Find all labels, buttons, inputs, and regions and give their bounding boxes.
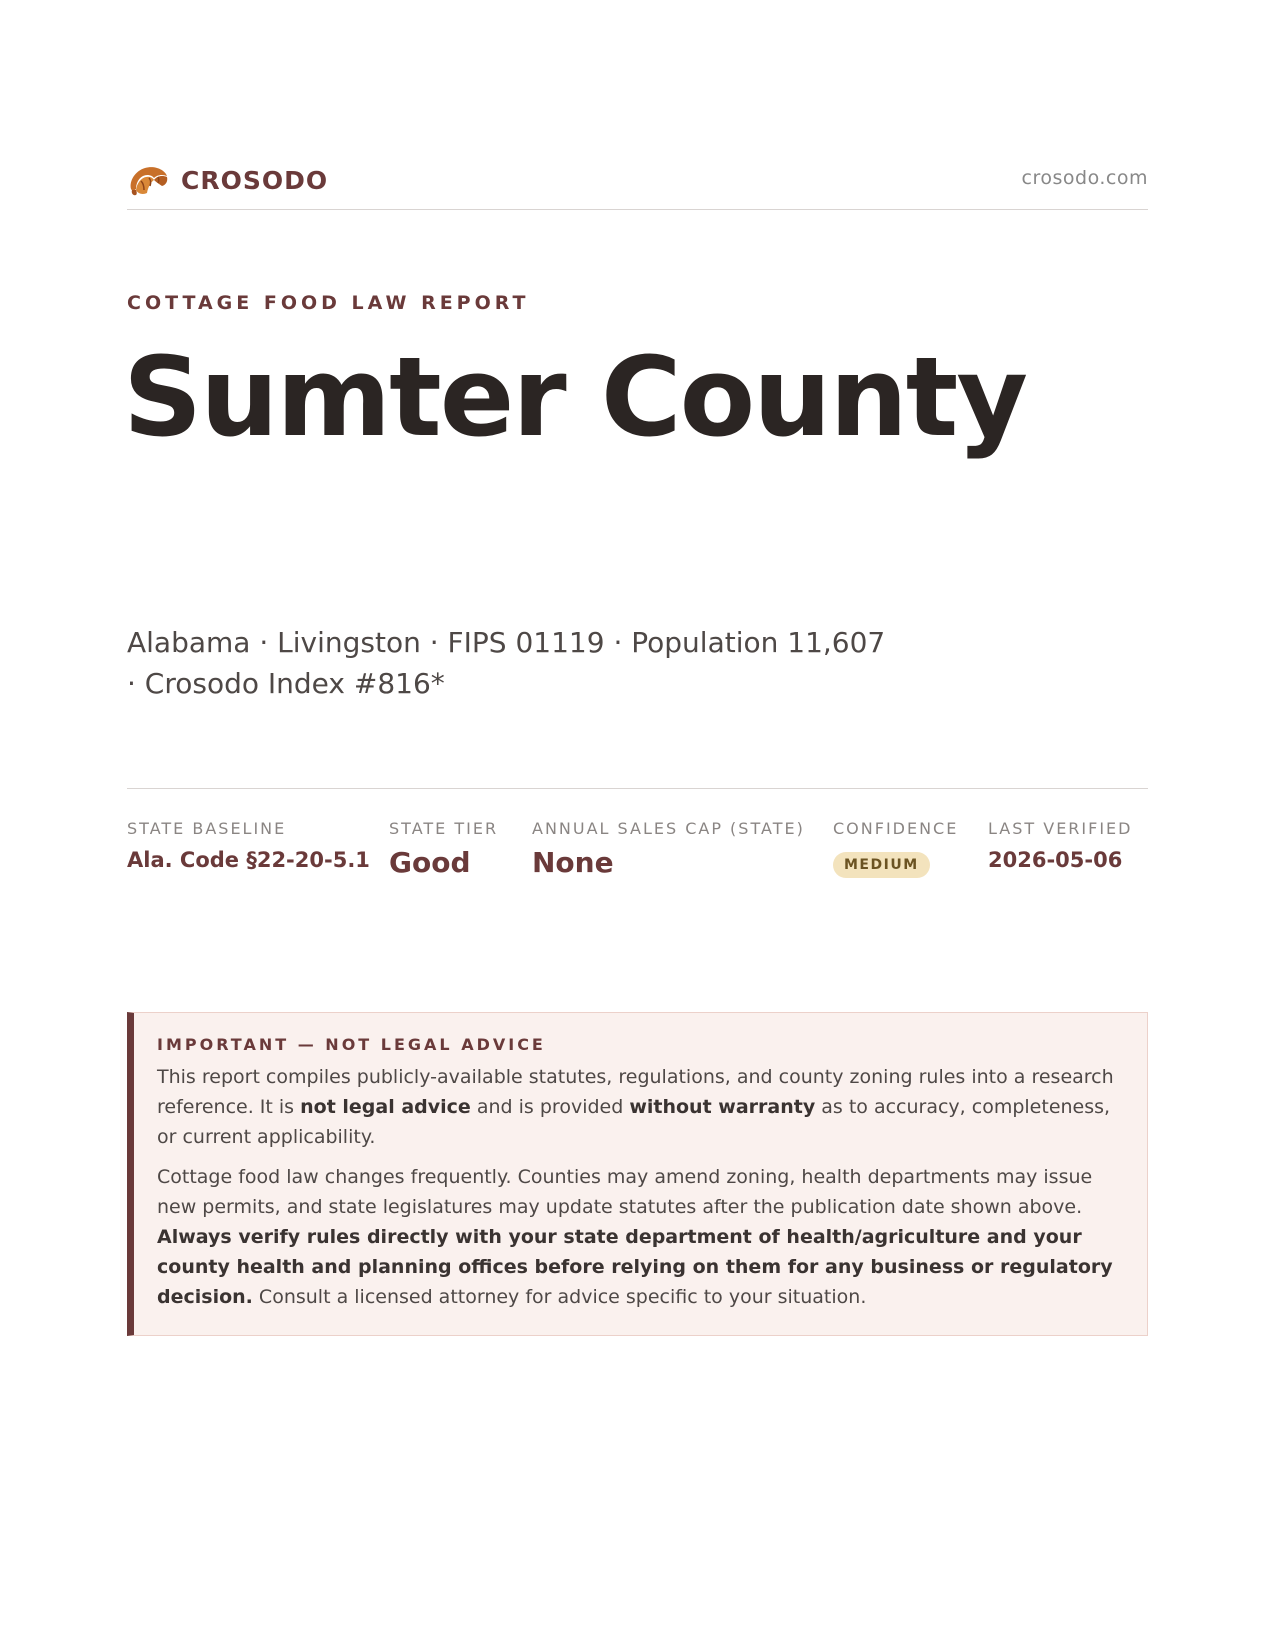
stat-label: STATE TIER xyxy=(389,819,499,838)
report-eyebrow: COTTAGE FOOD LAW REPORT xyxy=(127,292,530,314)
stat-state-tier xyxy=(389,819,498,879)
stats-row xyxy=(127,788,1148,888)
county-subtitle: Alabama · Livingston · FIPS 01119 · Population 11,607 · Crosodo Index #816* xyxy=(127,626,886,700)
stat-last-verified xyxy=(988,819,1132,872)
brand xyxy=(127,161,328,199)
stat-label: STATE BASELINE xyxy=(127,819,287,838)
stat-value: Ala. Code §22-20-5.1 xyxy=(127,848,370,872)
croissant-icon xyxy=(127,161,169,199)
site-url[interactable]: crosodo.com xyxy=(1021,167,1148,189)
notice-title: IMPORTANT — NOT LEGAL ADVICE xyxy=(157,1035,546,1054)
stat-confidence xyxy=(833,819,958,878)
stat-label: ANNUAL SALES CAP (STATE) xyxy=(532,819,805,838)
brand-name: CROSODO xyxy=(181,165,329,195)
stat-annual-sales-cap xyxy=(532,819,805,879)
confidence-badge: MEDIUM xyxy=(833,852,930,878)
notice-paragraph: Cottage food law changes frequently. Counties may amend zoning, health departments may issue new permits, and state legislatures may update statutes after the publication date shown above. Always verify rules directly with your state department of health/agriculture and your county health and planning offices before relying on them for any business or regulatory decision. Consult a licensed attorney for advice specific to your situation. xyxy=(157,1166,1113,1308)
stat-value: Good xyxy=(389,846,471,879)
report-page xyxy=(123,0,1148,1650)
notice-paragraph: This report compiles publicly-available statutes, regulations, and county zoning rules into a research reference. It is not legal advice and is provided without warranty as to accuracy, completeness, or current applicability. xyxy=(157,1066,1114,1148)
legal-notice xyxy=(127,1012,1148,1336)
stat-state-baseline xyxy=(127,819,370,872)
stat-label: CONFIDENCE xyxy=(833,819,959,838)
stat-value: 2026-05-06 xyxy=(988,848,1123,872)
page-title: Sumter County xyxy=(123,333,1027,461)
stat-value: None xyxy=(532,846,614,879)
stat-label: LAST VERIFIED xyxy=(988,819,1133,838)
page-header xyxy=(127,155,1148,210)
